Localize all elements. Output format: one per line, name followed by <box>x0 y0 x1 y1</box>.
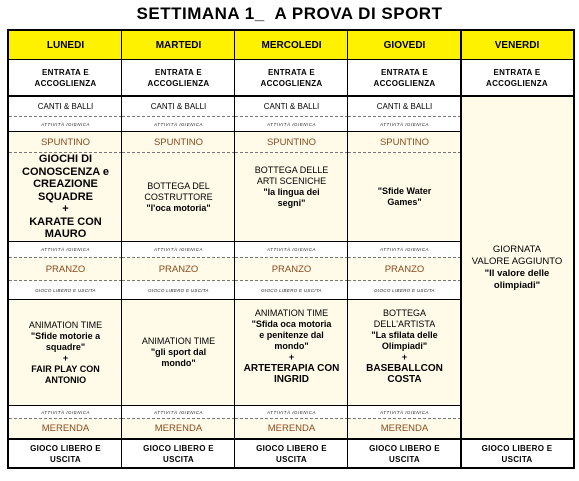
uscita-line-1: GIOCO LIBERO E <box>481 443 553 453</box>
line: "la lingua dei <box>263 187 320 197</box>
line: SQUADRE <box>37 190 93 203</box>
uscita-line-2: USCITA <box>276 454 307 464</box>
line: e penitenze dal <box>259 330 324 340</box>
line: VALORE AGGIUNTO <box>471 255 563 267</box>
line: Olimpiadi" <box>381 341 428 351</box>
line: "l'oca motoria" <box>146 202 211 213</box>
line: mondo" <box>274 341 309 351</box>
schedule-table <box>7 29 575 469</box>
entrata-line-1: ENTRATA E <box>268 67 315 77</box>
line: KARATE CON <box>29 215 102 228</box>
line: olimpiadi" <box>493 279 541 291</box>
line: ANIMATION TIME <box>141 336 216 346</box>
uscita-line-1: GIOCO LIBERO E <box>369 443 440 453</box>
attivita-lunedi-2: ATTIVITÀ IGIENICA <box>9 241 122 258</box>
morning-activity-giovedi <box>348 153 461 241</box>
uscita-line-2: USCITA <box>389 454 420 464</box>
column-divider <box>121 31 122 467</box>
uscita-venerdi <box>461 438 573 467</box>
line: COSTA <box>387 374 422 385</box>
spuntino-martedi: SPUNTINO <box>122 132 235 153</box>
uscita-lunedi <box>9 438 122 467</box>
entrata-line-2: ACCOGLIENZA <box>373 78 436 88</box>
afternoon-activity-giovedi <box>348 300 461 405</box>
venerdi-special-day <box>461 97 573 438</box>
canti-mercoledi: CANTI & BALLI <box>235 97 348 117</box>
line: BOTTEGA DELLE <box>254 165 329 175</box>
line: Games" <box>387 197 422 207</box>
line: "Sfide motorie a <box>30 330 101 341</box>
afternoon-activity-mercoledi <box>235 300 348 405</box>
attivita-giovedi-1: ATTIVITÀ IGIENICA <box>348 117 461 132</box>
line: DELL'ARTISTA <box>373 319 436 329</box>
gioco-libero-martedi: GIOCO LIBERO E USCITA <box>122 281 235 300</box>
page-title: SETTIMANA 1_ A PROVA DI SPORT <box>136 4 443 23</box>
uscita-mercoledi <box>235 438 348 467</box>
attivita-mercoledi-3: ATTIVITÀ IGIENICA <box>235 405 348 419</box>
line: "gli sport dal <box>150 347 207 357</box>
uscita-line-2: USCITA <box>50 454 81 464</box>
entrata-mercoledi <box>235 60 348 97</box>
attivita-martedi-3: ATTIVITÀ IGIENICA <box>122 405 235 419</box>
line: "Il valore delle <box>484 267 550 279</box>
entrata-line-1: ENTRATA E <box>381 67 428 77</box>
gioco-libero-lunedi: GIOCO LIBERO E USCITA <box>9 281 122 300</box>
gioco-libero-giovedi: GIOCO LIBERO E USCITA <box>348 281 461 300</box>
attivita-giovedi-3: ATTIVITÀ IGIENICA <box>348 405 461 419</box>
entrata-line-2: ACCOGLIENZA <box>260 78 323 88</box>
pranzo-martedi: PRANZO <box>122 258 235 281</box>
attivita-mercoledi-1: ATTIVITÀ IGIENICA <box>235 117 348 132</box>
line: COSTRUTTORE <box>144 191 213 202</box>
spuntino-lunedi: SPUNTINO <box>9 132 122 153</box>
uscita-line-1: GIOCO LIBERO E <box>30 443 101 453</box>
line: segni" <box>277 198 306 208</box>
morning-activity-mercoledi <box>235 153 348 241</box>
morning-activity-martedi <box>122 153 235 241</box>
line: INGRID <box>274 374 309 385</box>
line: CONOSCENZA e <box>22 165 109 178</box>
line: ARTI SCENICHE <box>256 176 327 186</box>
entrata-martedi <box>122 60 235 97</box>
uscita-line-1: GIOCO LIBERO E <box>256 443 327 453</box>
attivita-lunedi-3: ATTIVITÀ IGIENICA <box>9 405 122 419</box>
gioco-libero-mercoledi: GIOCO LIBERO E USCITA <box>235 281 348 300</box>
entrata-line-2: ACCOGLIENZA <box>486 78 548 88</box>
line: BOTTEGA DEL <box>147 180 210 191</box>
merenda-giovedi: MERENDA <box>348 419 461 438</box>
spuntino-mercoledi: SPUNTINO <box>235 132 348 153</box>
uscita-giovedi <box>348 438 461 467</box>
line: GIOCHI DI <box>38 153 93 166</box>
entrata-line-2: ACCOGLIENZA <box>34 78 97 88</box>
header-lunedi: LUNEDI <box>9 31 122 60</box>
header-martedi: MARTEDI <box>122 31 235 60</box>
line: "Sfide Water <box>377 186 432 196</box>
column-divider <box>347 31 348 467</box>
entrata-lunedi <box>9 60 122 97</box>
uscita-martedi <box>122 438 235 467</box>
line: + <box>62 352 69 363</box>
column-divider <box>234 31 235 467</box>
line: + <box>401 352 408 362</box>
line: BOTTEGA <box>382 308 426 318</box>
line: ARTETERAPIA CON <box>243 363 340 374</box>
header-giovedi: GIOVEDI <box>348 31 461 60</box>
afternoon-activity-martedi <box>122 300 235 405</box>
merenda-mercoledi: MERENDA <box>235 419 348 438</box>
entrata-line-2: ACCOGLIENZA <box>147 78 210 88</box>
attivita-martedi-2: ATTIVITÀ IGIENICA <box>122 241 235 258</box>
morning-activity-lunedi <box>9 153 122 241</box>
line: ANIMATION TIME <box>28 319 103 330</box>
header-mercoledi: MERCOLEDI <box>235 31 348 60</box>
line: FAIR PLAY CON <box>31 363 100 374</box>
line: BASEBALLCON <box>366 363 443 374</box>
line: ANTONIO <box>44 374 87 385</box>
merenda-lunedi: MERENDA <box>9 419 122 438</box>
line: MAURO <box>44 228 87 241</box>
line: CREAZIONE <box>33 178 98 191</box>
attivita-giovedi-2: ATTIVITÀ IGIENICA <box>348 241 461 258</box>
entrata-line-1: ENTRATA E <box>493 67 541 77</box>
pranzo-mercoledi: PRANZO <box>235 258 348 281</box>
canti-giovedi: CANTI & BALLI <box>348 97 461 117</box>
attivita-lunedi-1: ATTIVITÀ IGIENICA <box>9 117 122 132</box>
line: ANIMATION TIME <box>254 308 329 318</box>
line: "Sfida oca motoria <box>251 319 332 329</box>
pranzo-lunedi: PRANZO <box>9 258 122 281</box>
header-venerdi: VENERDI <box>461 31 573 60</box>
spuntino-giovedi: SPUNTINO <box>348 132 461 153</box>
afternoon-activity-lunedi <box>9 300 122 405</box>
entrata-line-1: ENTRATA E <box>42 67 89 77</box>
pranzo-giovedi: PRANZO <box>348 258 461 281</box>
column-divider <box>460 31 462 467</box>
merenda-martedi: MERENDA <box>122 419 235 438</box>
entrata-line-1: ENTRATA E <box>155 67 202 77</box>
attivita-mercoledi-2: ATTIVITÀ IGIENICA <box>235 241 348 258</box>
line: + <box>288 352 295 362</box>
line: "La sfilata delle <box>371 330 438 340</box>
uscita-line-2: USCITA <box>501 454 533 464</box>
entrata-venerdi <box>461 60 573 97</box>
canti-martedi: CANTI & BALLI <box>122 97 235 117</box>
line: squadre" <box>45 341 86 352</box>
line: mondo" <box>161 358 196 368</box>
attivita-martedi-1: ATTIVITÀ IGIENICA <box>122 117 235 132</box>
uscita-line-2: USCITA <box>163 454 194 464</box>
line: + <box>62 203 69 216</box>
entrata-giovedi <box>348 60 461 97</box>
canti-lunedi: CANTI & BALLI <box>9 97 122 117</box>
line: GIORNATA <box>492 243 542 255</box>
uscita-line-1: GIOCO LIBERO E <box>143 443 214 453</box>
